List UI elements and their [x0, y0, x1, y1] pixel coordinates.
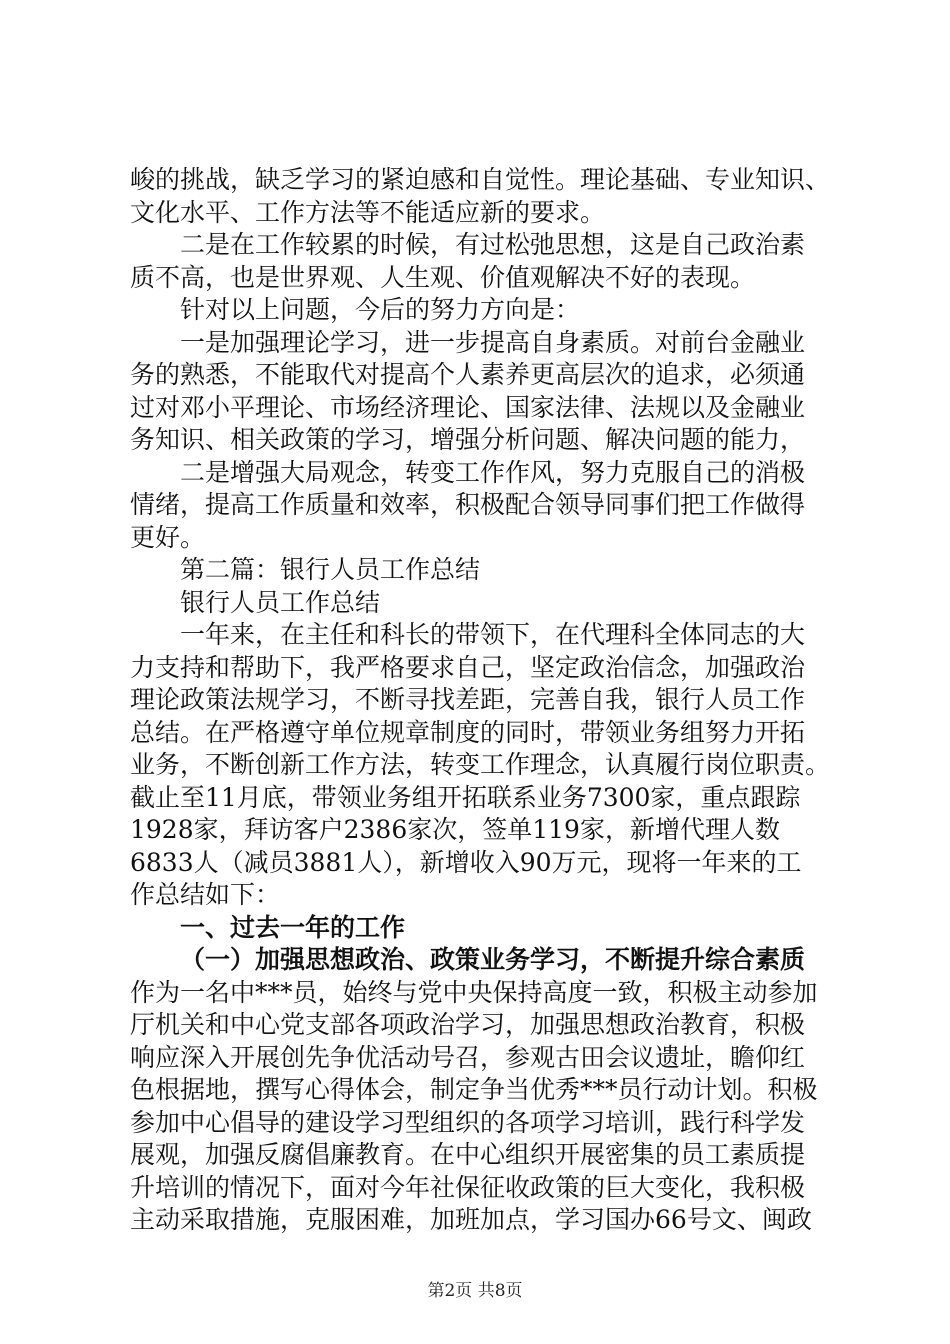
text-line: 二是在工作较累的时候，有过松弛思想，这是自己政治素: [180, 230, 806, 259]
text-line: 总结。在严格遵守单位规章制度的同时，带领业务组努力开拓: [130, 717, 806, 747]
text-line: 展观，加强反腐倡廉教育。在中心组织开展密集的员工素质提: [130, 1140, 806, 1169]
text-line: 升培训的情况下，面对今年社保征收政策的巨大变化，我积极: [130, 1172, 806, 1202]
section-heading-line: 一、过去一年的工作: [180, 912, 406, 942]
text-line: 截止至11月底，带领业务组开拓联系业务7300家，重点跟踪: [130, 782, 801, 812]
text-line: 针对以上问题，今后的努力方向是：: [180, 295, 581, 324]
text-line: 第二篇：银行人员工作总结: [180, 555, 481, 584]
text-line: 情绪，提高工作质量和效率，积极配合领导同事们把工作做得: [130, 490, 806, 519]
text-line: 文化水平、工作方法等不能适应新的要求。: [130, 197, 606, 227]
text-line: 理论政策法规学习，不断寻找差距，完善自我，银行人员工作: [130, 685, 806, 714]
text-line: 一年来，在主任和科长的带领下，在代理科全体同志的大: [180, 620, 806, 649]
text-line: 厅机关和中心党支部各项政治学习，加强思想政治教育，积极: [130, 1010, 806, 1039]
text-line: 响应深入开展创先争优活动号召，参观古田会议遗址，瞻仰红: [130, 1042, 806, 1072]
text-line: 峻的挑战，缺乏学习的紧迫感和自觉性。理论基础、专业知识、: [130, 165, 830, 194]
text-line: 业务，不断创新工作方法，转变工作理念，认真履行岗位职责。: [130, 750, 830, 779]
text-line: 1928家，拜访客户2386家次，签单119家，新增代理人数: [130, 815, 780, 844]
text-line: 参加中心倡导的建设学习型组织的各项学习培训，践行科学发: [130, 1107, 806, 1137]
text-line: 作为一名中***员，始终与党中央保持高度一致，积极主动参加: [130, 977, 818, 1007]
document-body: [130, 164, 830, 1237]
text-line: 二是增强大局观念，转变工作作风，努力克服自己的消极: [180, 457, 806, 487]
section-heading-line: （一）加强思想政治、政策业务学习，不断提升综合素质: [180, 945, 806, 974]
text-line: 务知识、相关政策的学习，增强分析问题、解决问题的能力，: [130, 425, 806, 454]
text-line: 主动采取措施，克服困难，加班加点，学习国办66号文、闽政: [130, 1205, 812, 1234]
text-line: 6833人（减员3881人），新增收入90万元，现将一年来的工: [130, 847, 802, 877]
text-line: 力支持和帮助下，我严格要求自己，坚定政治信念，加强政治: [130, 652, 806, 682]
text-line: 质不高，也是世界观、人生观、价值观解决不好的表现。: [130, 262, 756, 292]
text-line: 银行人员工作总结: [180, 587, 381, 617]
page-number: 第2页 共8页: [427, 1281, 523, 1301]
page-footer: [0, 1280, 950, 1302]
text-line: 色根据地，撰写心得体会，制定争当优秀***员行动计划。积极: [130, 1075, 818, 1104]
text-line: 一是加强理论学习，进一步提高自身素质。对前台金融业: [180, 327, 806, 357]
text-line: 务的熟悉，不能取代对提高个人素养更高层次的追求，必须通: [130, 360, 806, 389]
text-line: 作总结如下：: [130, 880, 281, 909]
text-line: 过对邓小平理论、市场经济理论、国家法律、法规以及金融业: [130, 392, 806, 422]
text-line: 更好。: [130, 522, 206, 552]
